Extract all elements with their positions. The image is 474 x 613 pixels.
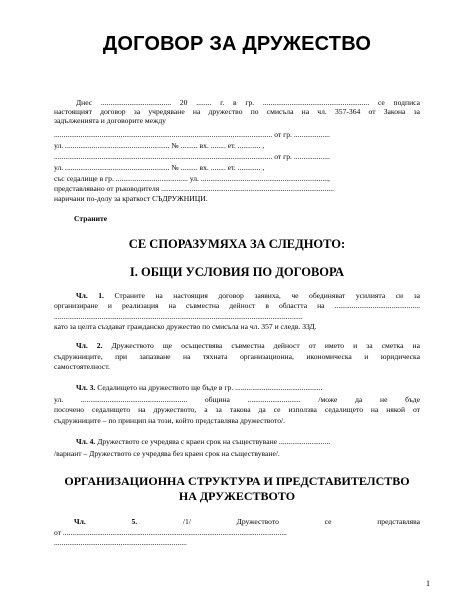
article-2-label: Чл. 2. — [76, 341, 103, 350]
preamble-line-7: ул. ....................................................... № ......... вх. ........ ет. ............ , — [54, 163, 265, 172]
article-1-line-2: организиране и реализация на съвместна дейност в областта на ............................................. — [54, 301, 420, 310]
article-3-line-3: посочено седалището на дружеството, а за такова да се използва седалището на някой от — [54, 405, 420, 414]
article-3-line-1: Чл. 3. Седалището на дружеството ще бъде в гр. .............................................. — [76, 383, 323, 392]
article-1-line-4: като за целта създават гражданско дружество по смисъла на чл. 357 и следв. ЗЗД. — [54, 322, 317, 331]
preamble-line-4: ................................................................................................................... от гр. ................... — [54, 130, 330, 139]
article-4-label: Чл. 4. — [76, 437, 96, 446]
article-5-line-2: от ...................................................................................................................... — [54, 528, 287, 537]
article-4-line-1: Чл. 4. Дружеството се учредява с краен срок на съществуване ........................... — [76, 437, 331, 446]
article-2-line-3: самостоятелност. — [54, 362, 110, 371]
preamble-line-9: представлявано от ръководителя ........................................................................................... — [54, 184, 334, 193]
section-1-heading: I. ОБЩИ УСЛОВИЯ ПО ДОГОВОРА — [129, 265, 345, 279]
article-5-line-1: Чл. 5. /1/ Дружеството се представлява — [74, 517, 420, 526]
preamble-line-8: със седалище в гр. ...................................... ул. ..................................................................., — [54, 174, 330, 183]
agreed-heading: СЕ СПОРАЗУМЯХА ЗА СЛЕДНОТО: — [128, 237, 346, 251]
article-4-line-2: /вариант – Дружеството се учредява без краен срок на съществуване/. — [54, 449, 280, 458]
article-3-line-2: ул. ........................................................ община ............................ /може да не бъде — [54, 395, 420, 404]
preamble-line-2: настоящият договор за учредяване на дружество по смисъла на чл. 357-364 от Закона за — [54, 107, 420, 116]
article-1-label: Чл. 1. — [76, 291, 104, 300]
preamble-line-6: ................................................................................................................... от гр. ................... — [54, 152, 330, 161]
parties-label: Страните — [74, 214, 108, 223]
article-2-line-2: съдружниците, при запазване на тяхната организационна, икономическа и юридическа — [54, 352, 420, 361]
article-5-line-3: ...................................................................... — [54, 538, 187, 547]
section-2-heading-line-2: НА ДРУЖЕСТВОТО — [178, 489, 296, 503]
preamble-line-10: наричани по-долу за краткост СЪДРУЖНИЦИ. — [54, 194, 208, 203]
article-1-line-3: ................................................................................................................................... — [54, 312, 303, 321]
section-2-heading-line-1: ОРГАНИЗАЦИОННА СТРУКТУРА И ПРЕДСТАВИТЕЛСТВО — [64, 474, 410, 488]
article-3-label: Чл. 3. — [76, 383, 96, 392]
page-number: 1 — [426, 579, 430, 588]
preamble-line-3: задълженията и договорите между — [54, 116, 166, 125]
article-3-line-4: съдружниците – по принцип на този, който представлява дружеството/. — [54, 416, 286, 425]
preamble-line-5: ул. ....................................................... № ......... вх. ........ ет. ............ , — [54, 141, 265, 150]
document-title: ДОГОВОР ЗА ДРУЖЕСТВО — [102, 33, 372, 55]
preamble-line-1: Днес ..................................... 20 ........ г. в гр. ........................................................ се подписа — [76, 98, 420, 107]
article-1-line-1: Чл. 1. Страните на настоящия договор заявиха, че обединяват усилията си за — [76, 291, 420, 300]
article-2-line-1: Чл. 2. Дружеството ще осъществява съвместна дейност от името и за сметка на — [76, 341, 420, 350]
